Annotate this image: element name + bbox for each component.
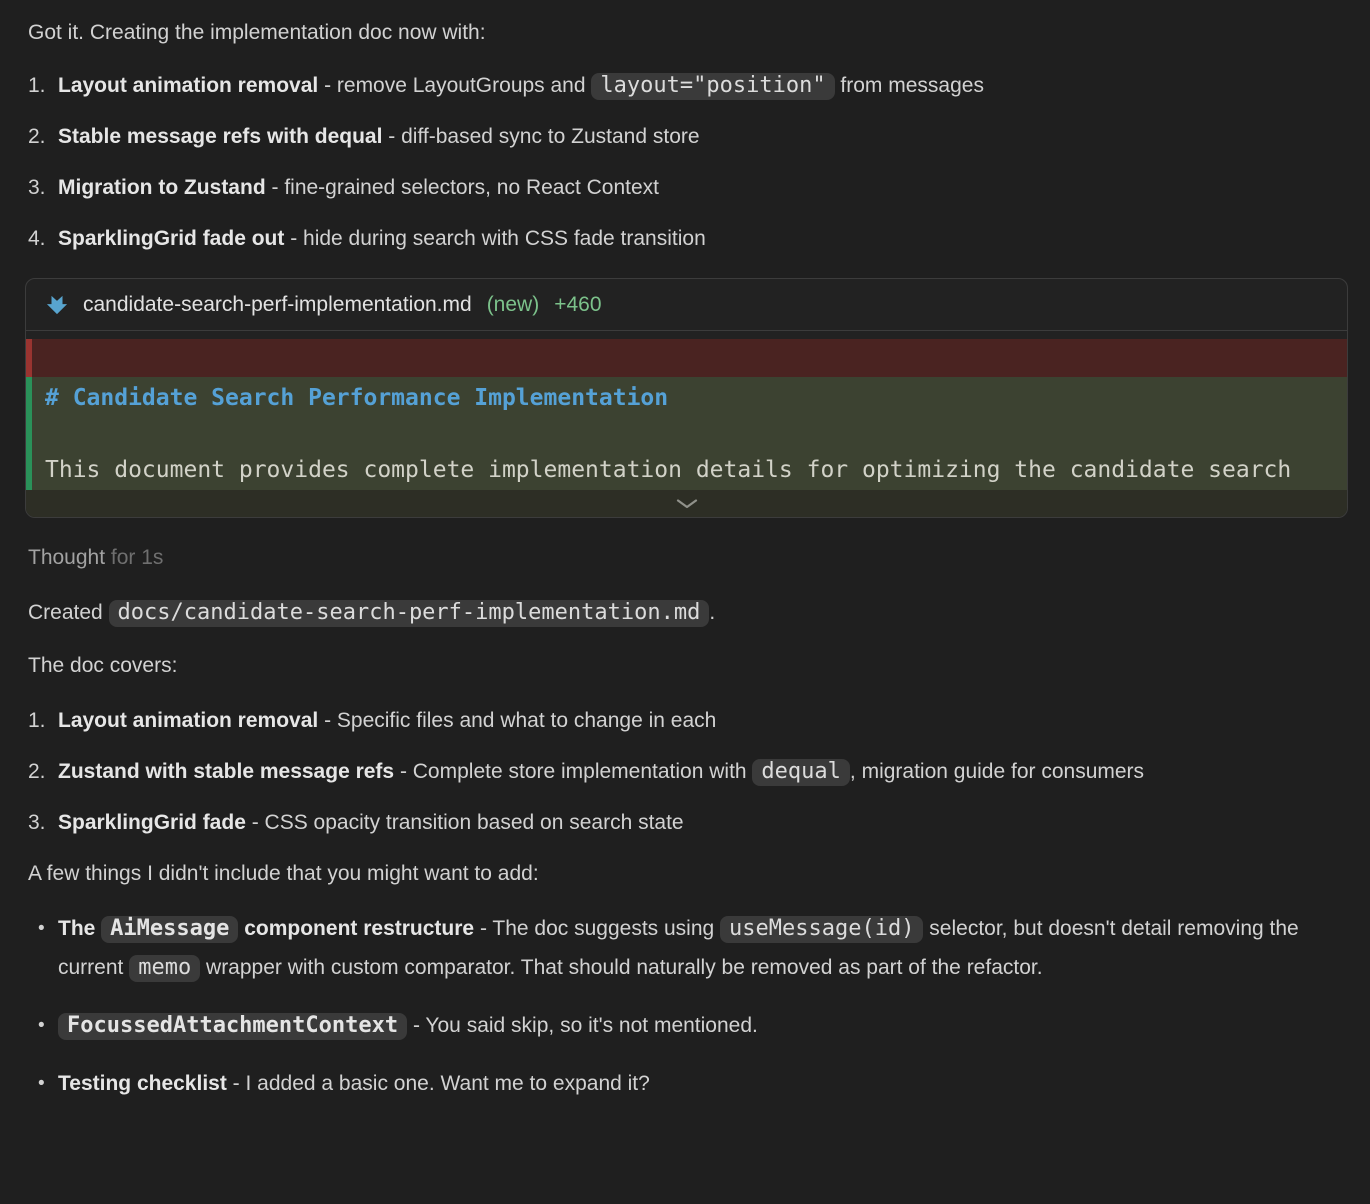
file-diff-card: [25, 278, 1348, 518]
item-title: component restructure: [238, 917, 475, 940]
file-path-code: docs/candidate-search-perf-implementation.md: [109, 600, 710, 627]
inline-code: AiMessage: [101, 916, 238, 943]
list-number: 3.: [28, 176, 46, 199]
item-title: Zustand with stable message refs: [58, 760, 395, 783]
created-line: [28, 593, 1344, 632]
item-title: SparklingGrid fade out: [58, 227, 285, 250]
item-text: - hide during search with CSS fade transition: [284, 227, 706, 250]
inline-code: memo: [129, 955, 200, 982]
list-item: [28, 66, 1344, 105]
additions-list: [28, 909, 1344, 1103]
inline-code: useMessage(id): [720, 916, 923, 943]
bullet-dot: •: [38, 1015, 45, 1036]
list-item: [28, 701, 1344, 740]
item-text: - fine-grained selectors, no React Context: [265, 176, 660, 199]
list-number: 3.: [28, 811, 46, 834]
inline-code: dequal: [752, 759, 849, 786]
inline-code: layout="position": [591, 73, 834, 100]
list-item: [28, 909, 1344, 987]
item-title: Layout animation removal: [58, 74, 319, 97]
file-status-badge: (new): [486, 293, 540, 316]
covers-list: [28, 701, 1344, 842]
intro-text: Got it. Creating the implementation doc now with:: [28, 21, 486, 44]
item-title: Testing checklist: [58, 1072, 227, 1095]
item-title: Layout animation removal: [58, 709, 319, 732]
item-title: Migration to Zustand: [58, 176, 266, 199]
list-number: 4.: [28, 227, 46, 250]
plan-list: [28, 66, 1344, 258]
item-text: selector, but doesn't detail removing the current: [58, 917, 1299, 979]
bullet-dot: •: [38, 1073, 45, 1094]
item-text: wrapper with custom comparator. That should naturally be removed as part of the refactor.: [200, 956, 1043, 979]
file-card-header[interactable]: [26, 279, 1347, 331]
item-title: Stable message refs with dequal: [58, 125, 383, 148]
list-item: [28, 803, 1344, 842]
item-title: SparklingGrid fade: [58, 811, 246, 834]
thought-label: Thought: [28, 546, 106, 569]
created-suffix: .: [709, 601, 716, 624]
list-item: [28, 219, 1344, 258]
item-text: - Complete store implementation with: [394, 760, 753, 783]
list-number: 2.: [28, 760, 46, 783]
diff-added-block: [26, 377, 1347, 490]
insert-arrow-icon: [46, 294, 68, 316]
additions-heading: A few things I didn't include that you might want to add:: [28, 862, 539, 885]
diff-expand-button[interactable]: [26, 490, 1347, 517]
list-item: [28, 1006, 1344, 1045]
item-text: - CSS opacity transition based on search state: [245, 811, 684, 834]
thought-time: for 1s: [105, 546, 164, 569]
diff-line: [45, 416, 1347, 452]
chevron-down-icon: [676, 499, 698, 509]
item-text: - I added a basic one. Want me to expand it?: [226, 1072, 650, 1095]
diff-removed-block: [26, 339, 1347, 377]
list-item: [28, 117, 1344, 156]
thought-duration-line[interactable]: [28, 538, 1344, 577]
diff-line: # Candidate Search Performance Implementation: [45, 385, 669, 411]
list-item: [28, 752, 1344, 791]
diff-line: This document provides complete implementation details for optimizing the candidate search: [45, 457, 1292, 483]
list-number: 1.: [28, 74, 46, 97]
item-text: , migration guide for consumers: [849, 760, 1145, 783]
created-prefix: Created: [28, 601, 109, 624]
item-text: - You said skip, so it's not mentioned.: [407, 1014, 758, 1037]
list-item: [28, 1064, 1344, 1103]
diff-top-padding: [26, 331, 1347, 339]
item-text: - The doc suggests using: [474, 917, 721, 940]
file-name: candidate-search-perf-implementation.md: [83, 293, 472, 316]
list-number: 1.: [28, 709, 46, 732]
item-text: from messages: [834, 74, 984, 97]
list-number: 2.: [28, 125, 46, 148]
covers-heading: The doc covers:: [28, 654, 178, 677]
item-text: - remove LayoutGroups and: [318, 74, 592, 97]
inline-code: FocussedAttachmentContext: [58, 1013, 407, 1040]
item-text: - Specific files and what to change in each: [318, 709, 717, 732]
item-title: The: [58, 917, 102, 940]
added-lines-count: +460: [554, 293, 602, 316]
bullet-dot: •: [38, 918, 45, 939]
item-text: - diff-based sync to Zustand store: [382, 125, 700, 148]
list-item: [28, 168, 1344, 207]
